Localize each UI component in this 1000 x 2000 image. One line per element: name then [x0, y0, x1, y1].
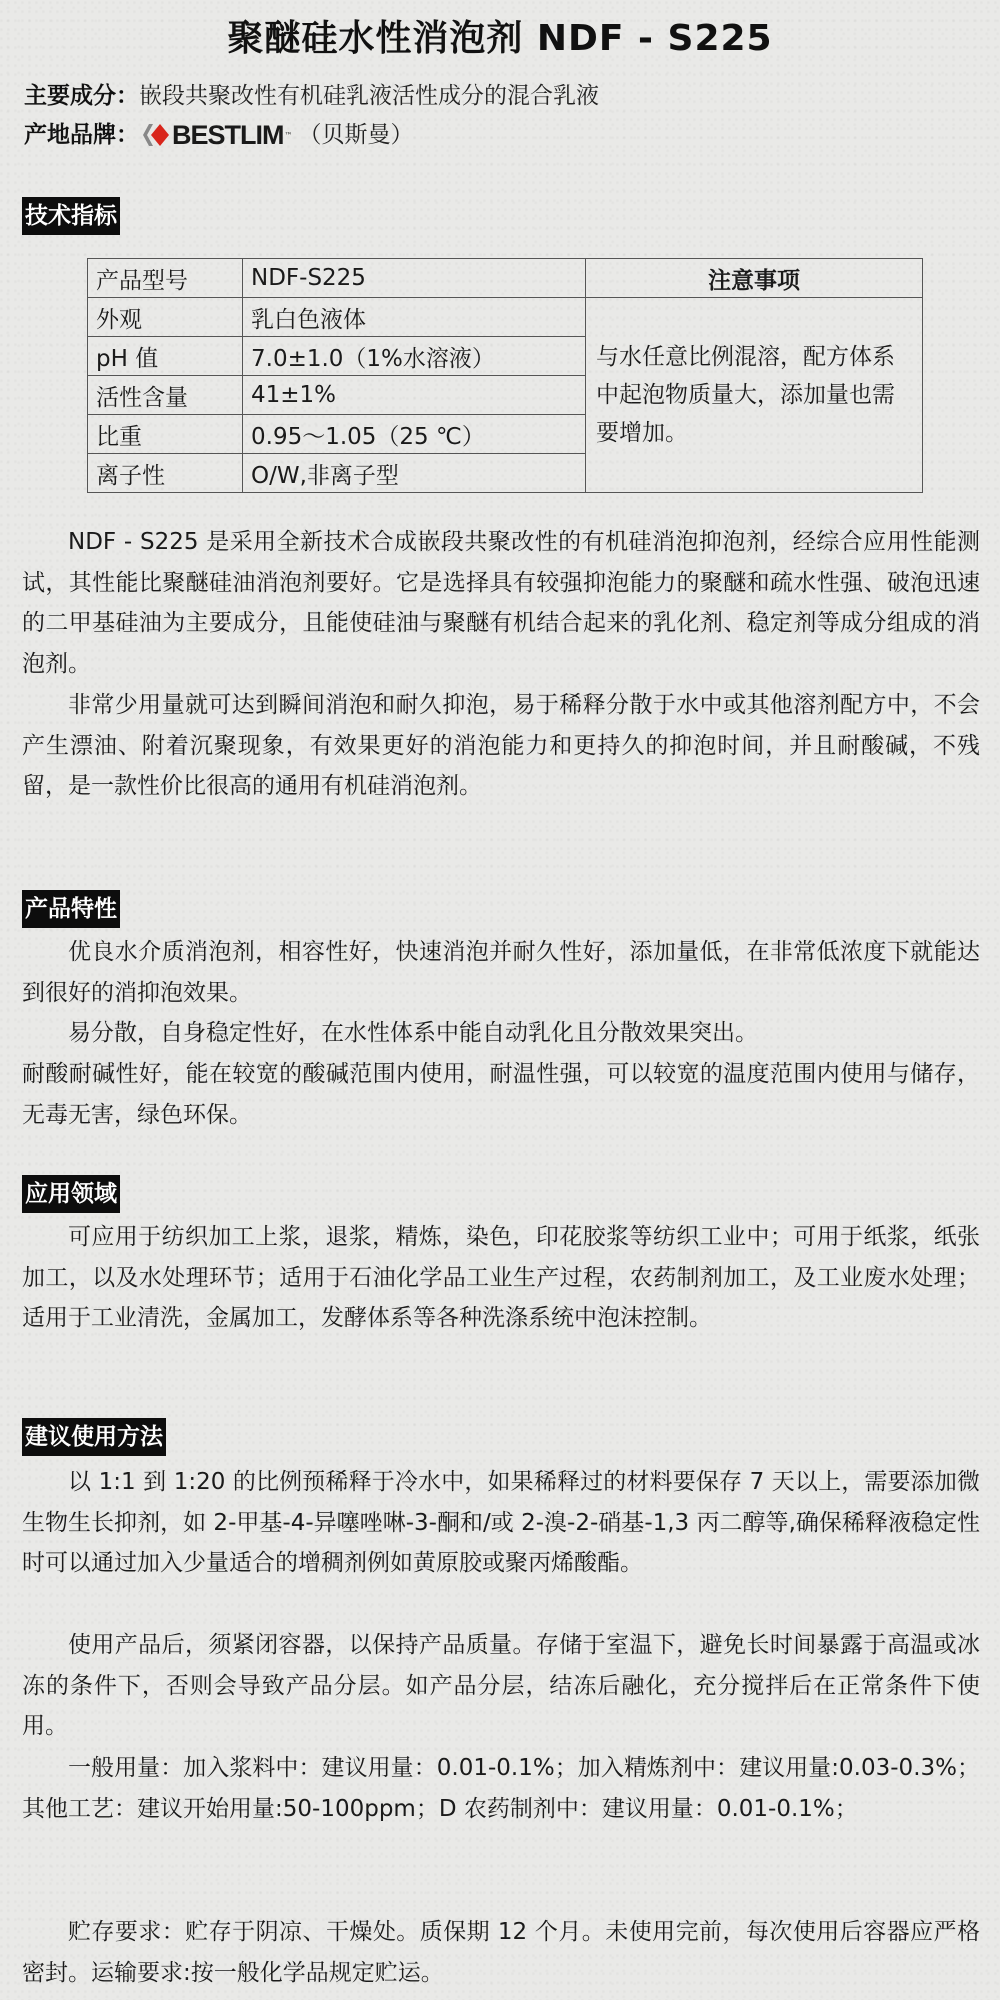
spec-value: 41±1% [243, 376, 586, 415]
section-heading-features: 产品特性 [22, 890, 120, 928]
brand-chinese-name: （贝斯曼） [298, 122, 414, 148]
usage-paragraph-1: 以 1:1 到 1:20 的比例预稀释于冷水中，如果稀释过的材料要保存 7 天以上，需要添加微生物生长抑剂，如 2-甲基-4-异噻唑啉-3-酮和/或 2-溴-2-硝基-1,3 丙二醇等,确保稀释液稳定性时可以通过加入少量适合的增稠剂例如黄原胶或聚丙烯酸酯。 [22, 1469, 980, 1576]
spec-label: pH 值 [88, 337, 243, 376]
applications-paragraph: 可应用于纺织加工上浆，退浆，精炼，染色，印花胶浆等纺织工业中；可用于纸浆，纸张加工，以及水处理环节；适用于石油化学品工业生产过程，农药制剂加工，及工业废水处理；适用于工业清洗，金属加工，发酵体系等各种洗涤系统中泡沫控制。 [22, 1224, 980, 1331]
section-heading-usage: 建议使用方法 [22, 1418, 166, 1456]
spec-label: 离子性 [88, 454, 243, 493]
page-title: 聚醚硅水性消泡剂 NDF - S225 [227, 18, 773, 59]
tech-paragraph-2: 非常少用量就可达到瞬间消泡和耐久抑泡，易于稀释分散于水中或其他溶剂配方中，不会产生漂油、附着沉聚现象，有效果更好的消泡能力和更持久的抑泡时间，并且耐酸碱，不残留，是一款性价比很高的通用有机硅消泡剂。 [22, 692, 980, 799]
section-heading-tech: 技术指标 [22, 197, 120, 235]
usage-paragraph-3: 一般用量：加入浆料中：建议用量：0.01-0.1%；加入精炼剂中：建议用量:0.03-0.3%；其他工艺：建议开始用量:50-100ppm；D 农药制剂中：建议用量：0.01-0.1%； [22, 1755, 980, 1822]
spec-value: 乳白色液体 [243, 298, 586, 337]
usage-paragraph-2: 使用产品后，须紧闭容器，以保持产品质量。存储于室温下，避免长时间暴露于高温或冰冻的条件下，否则会导致产品分层。如产品分层，结冻后融化，充分搅拌后在正常条件下使用。 [22, 1632, 980, 1739]
table-row [88, 298, 923, 337]
bestlim-logo [143, 118, 293, 152]
spec-value: O/W,非离子型 [243, 454, 586, 493]
spec-label: 比重 [88, 415, 243, 454]
ingredient-value: 嵌段共聚改性有机硅乳液活性成分的混合乳液 [139, 83, 599, 109]
spec-table [87, 258, 923, 493]
spec-value: NDF-S225 [243, 259, 586, 298]
brand-line [24, 118, 414, 152]
storage-paragraph: 贮存要求：贮存于阴凉、干燥处。质保期 12 个月。未使用完前，每次使用后容器应严格密封。运输要求:按一般化学品规定贮运。 [22, 1919, 980, 1986]
ingredient-line [24, 80, 599, 112]
note-text: 与水任意比例混溶，配方体系中起泡物质量大，添加量也需要增加。 [586, 298, 923, 493]
tech-paragraph-1: NDF - S225 是采用全新技术合成嵌段共聚改性的有机硅消泡抑泡剂，经综合应用性能测试，其性能比聚醚硅油消泡剂要好。它是选择具有较强抑泡能力的聚醚和疏水性强、破泡迅速的二甲基硅油为主要成分，且能使硅油与聚醚有机结合起来的乳化剂、稳定剂等成分组成的消泡剂。 [22, 529, 980, 677]
section-heading-applications: 应用领域 [22, 1175, 120, 1213]
table-row [88, 259, 923, 298]
features-paragraph-1: 优良水介质消泡剂，相容性好，快速消泡并耐久性好，添加量低，在非常低浓度下就能达到很好的消抑泡效果。 [22, 939, 980, 1006]
logo-diamond-icon [151, 124, 169, 146]
brand-label: 产地品牌： [24, 122, 139, 148]
features-paragraph-3: 耐酸耐碱性好，能在较宽的酸碱范围内使用，耐温性强，可以较宽的温度范围内使用与储存，无毒无害，绿色环保。 [22, 1061, 980, 1128]
spec-value: 0.95～1.05（25 ℃） [243, 415, 586, 454]
trademark-mark: ™ [284, 131, 293, 140]
spec-value: 7.0±1.0（1%水溶液） [243, 337, 586, 376]
spec-label: 活性含量 [88, 376, 243, 415]
logo-wordmark: BESTLIM [172, 120, 284, 150]
features-paragraph-2: 易分散，自身稳定性好，在水性体系中能自动乳化且分散效果突出。 [68, 1020, 758, 1046]
note-header: 注意事项 [586, 259, 923, 298]
ingredient-label: 主要成分： [24, 83, 139, 109]
spec-label: 外观 [88, 298, 243, 337]
spec-label: 产品型号 [88, 259, 243, 298]
